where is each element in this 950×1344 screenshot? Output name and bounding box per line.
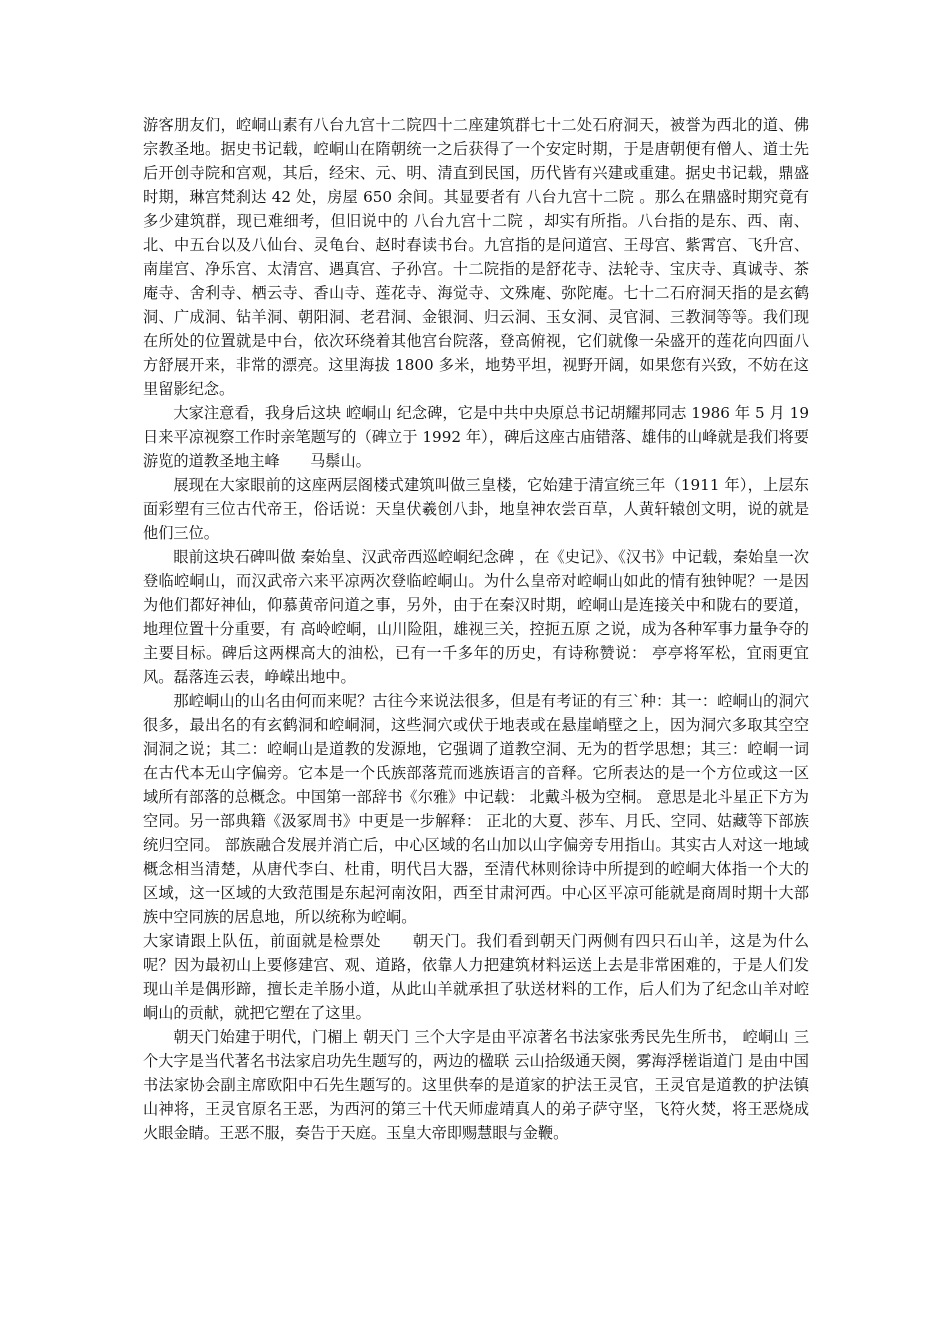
paragraph-monument: 大家注意看，我身后这块 崆峒山 纪念碑，它是中共中央原总书记胡耀邦同志 1986 年 5 月 19 日来平凉视察工作时亲笔题写的（碑立于 1992 年），碑后这座古庙错落、雄伟的山峰就是我们将要游览的道教圣地主峰 马鬃山。 xyxy=(143,404,809,470)
paragraph-sanhuang-tower: 展现在大家眼前的这座两层阁楼式建筑叫做三皇楼，它始建于清宣统三年（1911 年），上层东面彩塑有三位古代帝王，俗话说：天皇伏羲创八卦，地皇神农尝百草，人黄轩辕创文明，说的就是他们三位。 xyxy=(143,476,809,542)
paragraph-name-origin: 那崆峒山的山名由何而来呢？古往今来说法很多，但是有考证的有三`种：其一：崆峒山的洞穴很多，最出名的有玄鹤洞和崆峒洞，这些洞穴或伏于地表或在悬崖峭壁之上，因为洞穴多取其空空洞洞之说；其二：崆峒山是道教的发源地，它强调了道教空洞、无为的哲学思想；其三：崆峒一词在古代本无山字偏旁。它本是一个氏族部落荒而逃族语言的音释。它所表达的是一个方位或这一区域所有部落的总概念。中国第一部辞书《尔雅》中记载： 北戴斗极为空桐。 意思是北斗星正下方为空同。另一部典籍《汲冢周书》中更是一步解释： 正北的大夏、莎车、月氏、空同、姑藏等下部族统归空同。 部族融合发展并消亡后，中心区域的名山加以山字偏旁专用指山。其实古人对这一地域概念相当清楚，从唐代李白、杜甫，明代吕大器，至清代林则徐诗中所提到的崆峒大体指一个大的区域，这一区域的大致范围是东起河南汝阳，西至甘肃河西。中心区平凉可能就是商周时期十大部族中空同族的居息地，所以统称为崆峒。 xyxy=(143,692,809,926)
paragraph-intro: 游客朋友们，崆峒山素有八台九宫十二院四十二座建筑群七十二处石府洞天，被誉为西北的道、佛宗教圣地。据史书记载，崆峒山在隋朝统一之后获得了一个安定时期，于是唐朝便有僧人、道士先后开创寺院和宫观，其后，经宋、元、明、清直到民国，历代皆有兴建或重建。据史书记载，鼎盛时期，琳宫梵刹达 42 处，房屋 650 余间。其显要者有 八台九宫十二院 。那么在鼎盛时期究竟有多少建筑群，现已难细考，但旧说中的 八台九宫十二院 ，却实有所指。八台指的是东、西、南、北、中五台以及八仙台、灵龟台、赵时春读书台。九宫指的是问道宫、王母宫、紫霄宫、飞升宫、南崖宫、净乐宫、太清宫、遇真宫、子孙宫。十二院指的是舒花寺、法轮寺、宝庆寺、真诚寺、茶庵寺、舍利寺、栖云寺、香山寺、莲花寺、海觉寺、文殊庵、弥陀庵。七十二石府洞天指的是玄鹤洞、广成洞、钻羊洞、朝阳洞、老君洞、金银洞、归云洞、玉女洞、灵官洞、三教洞等等。我们现在所处的位置就是中台，依次环绕着其他宫台院落，登高俯视，它们就像一朵盛开的莲花向四面八方舒展开来，非常的漂亮。这里海拔 1800 多米，地势平坦，视野开阔，如果您有兴致，不妨在这里留影纪念。 xyxy=(143,116,809,398)
paragraph-chaotian-gate: 大家请跟上队伍，前面就是检票处 朝天门。我们看到朝天门两侧有四只石山羊，这是为什么呢？因为最初山上要修建宫、观、道路，依靠人力把建筑材料运送上去是非常困难的，于是人们发现山羊是偶形蹄，擅长走羊肠小道，从此山羊就承担了驮送材料的工作，后人们为了纪念山羊对崆峒山的贡献，就把它塑在了这里。 xyxy=(143,932,809,1022)
paragraph-qin-han-stele: 眼前这块石碑叫做 秦始皇、汉武帝西巡崆峒纪念碑 ，在《史记》、《汉书》中记载，秦始皇一次登临崆峒山，而汉武帝六来平凉两次登临崆峒山。为什么皇帝对崆峒山如此的情有独钟呢？一是因为他们都好神仙，仰慕黄帝问道之事，另外，由于在秦汉时期，崆峒山是连接关中和陇右的要道，地理位置十分重要，有 高岭崆峒，山川险阻，雄视三关，控扼五原 之说，成为各种军事力量争夺的主要目标。碑后这两棵高大的油松，已有一千多年的历史，有诗称赞说： 亭亭将军松，宜雨更宜风。磊落连云表，峥嵘出地中。 xyxy=(143,548,809,686)
paragraph-wang-lingguan: 朝天门始建于明代，门楣上 朝天门 三个大字是由平凉著名书法家张秀民先生所书， 崆峒山 三个大字是当代著名书法家启功先生题写的，两边的楹联 云山拾级通天阕，雾海浮槎诣道门 是由中国书法家协会副主席欧阳中石先生题写的。这里供奉的是道家的护法王灵官，王灵官是道教的护法镇山神将，王灵官原名王恶，为西河的第三十代天师虚靖真人的弟子萨守坚，飞符火焚，将王恶烧成火眼金睛。王恶不服，奏告于天庭。玉皇大帝即赐慧眼与金鞭。 xyxy=(143,1028,809,1142)
document-body xyxy=(143,113,809,1145)
